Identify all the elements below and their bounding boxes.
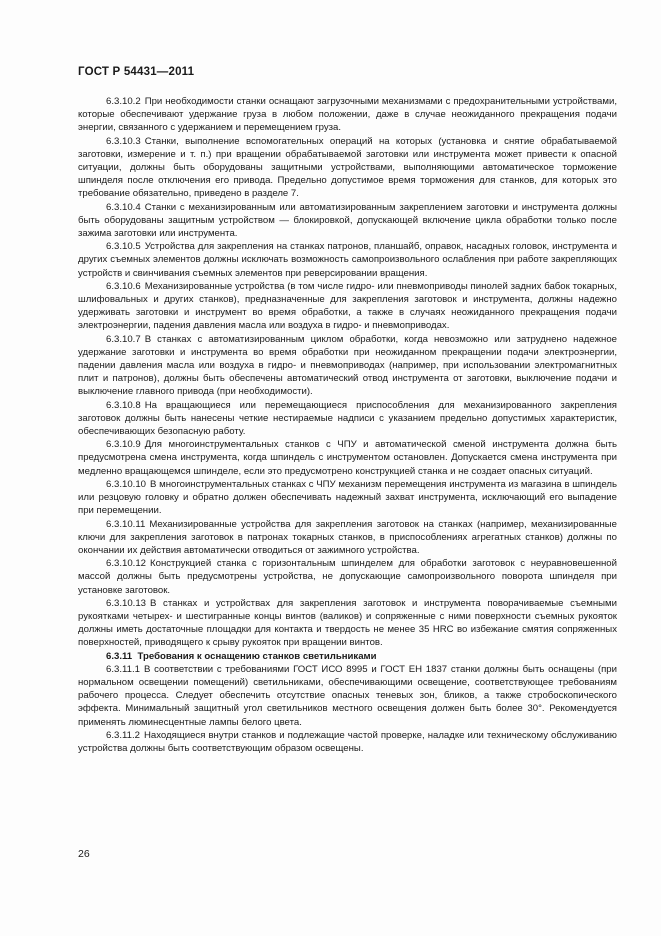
paragraph-text: Для многоинструментальных станков с ЧПУ и автоматической сменой инструмента должна быть предусмотрена смена инструмента, когда шпиндель с инструментом остановлен. Допускается смена инструмента при медленно вращающемся шпинделе, если это предусмотрено конструкцией станка и не создает опасных ситуаций. — [78, 439, 617, 477]
standard-header: ГОСТ Р 54431—2011 — [78, 66, 195, 78]
paragraph-6-3-11-2 — [78, 729, 617, 755]
section-number: 6.3.11 — [106, 650, 133, 662]
paragraph-text: Станки с механизированным или автоматизированным закреплением заготовки и инструмента должны быть оборудованы защитным устройством — блокировкой, допускающей включение цикла обработки только после зажима заготовки или инструмента. — [78, 201, 617, 240]
paragraph-6-3-10-6 — [78, 280, 617, 333]
paragraph-number: 6.3.10.11 — [106, 518, 146, 530]
paragraph-text: В многоинструментальных станках с ЧПУ механизм перемещения инструмента из магазина в шпиндель или резцовую головку и обратно должен обеспечивать надежный захват инструмента, исключающий его выпадение при перемещении. — [78, 478, 617, 517]
paragraph-number: 6.3.10.9 — [106, 439, 141, 451]
paragraph-text: В станках и устройствах для закрепления заготовок и инструмента поворачиваемые съемными рукоятками четырех- и шестигранные концы винтов (валиков) и сопряженные с ними поверхности съемных рукояток должны иметь достаточные площадки для контакта и твердость не менее 35 HRC во избежание смятия сопряженных поверхностей, приводящего к срыву рукояток при вращении винтов. — [78, 597, 617, 649]
section-title: Требования к оснащению станков светильниками — [137, 650, 377, 662]
paragraph-number: 6.3.11.1 — [106, 663, 140, 675]
paragraph-6-3-10-12 — [78, 557, 617, 597]
paragraph-number: 6.3.10.2 — [106, 96, 141, 107]
paragraph-6-3-10-5 — [78, 240, 617, 280]
paragraph-text: На вращающиеся или перемещающиеся приспособления для механизированного закрепления заготовок должны быть нанесены четкие нестираемые надписи с указанием предельно допустимых характеристик, обеспечивающих безопасную работу. — [78, 399, 617, 438]
paragraph-text: Конструкцией станка с горизонтальным шпинделем для обработки заготовок с неуравновешенной массой должны быть предусмотрены устройства, не допускающие самопроизвольного поворота шпинделя при установке заготовок. — [78, 558, 617, 596]
paragraph-number: 6.3.10.4 — [106, 201, 141, 213]
paragraph-number: 6.3.10.8 — [106, 399, 141, 411]
paragraph-6-3-10-11 — [78, 518, 617, 558]
paragraph-number: 6.3.10.13 — [106, 597, 147, 609]
paragraph-text: Устройства для закрепления на станках патронов, планшайб, оправок, насадных головок, инструмента и других съемных элементов должны исключать возможность самопроизвольного ослабления при работе закрепляющих устройств и свинчивания съемных элементов при реверсировании вращения. — [78, 241, 617, 279]
paragraph-number: 6.3.10.10 — [106, 478, 147, 490]
paragraph-number: 6.3.10.6 — [106, 280, 141, 292]
paragraph-text: Станки, выполнение вспомогательных операций на которых (установка и снятие обрабатываемой заготовки, измерение и т. п.) при вращении обрабатываемой заготовки или инструмента может привести к опасной ситуации, должны быть оборудованы защитными устройствами, выполняющими автоматическое торможение шпинделя после отключения его привода. Предельно допустимое время торможения для станков, для которых это требование обязательно, приведено в разделе 7. — [78, 135, 617, 200]
paragraph-text: Механизированные устройства (в том числе гидро- или пневмоприводы пинолей задних бабок токарных, шлифовальных и других станков), предназначенные для закрепления заготовок и инструмента, должны надежно удерживать заготовки и инструмент во время обработки, а также в случаях неожиданного прекращения подачи электроэнергии, падения давления масла или воздуха в гидро- и пневмоприводах. — [78, 280, 617, 332]
document-body — [78, 95, 617, 755]
paragraph-text: В станках с автоматизированным циклом обработки, когда невозможно или затруднено надежное удержание заготовки и инструмента во время обработки при неожиданном прекращении подачи электроэнергии, падении давления масла или воздуха в гидро- и пневмоприводах (например, при использовании электромагнитных плит и патронов), должны быть обеспечены автоматический отвод инструмента от заготовки, выключение подачи и выключение главного привода (при необходимости). — [78, 333, 617, 398]
paragraph-6-3-10-4 — [78, 201, 617, 241]
paragraph-text: Механизированные устройства для закрепления заготовок на станках (например, механизированные ключи для закрепления заготовок в патронах токарных станков, в приспособлениях агрегатных станков) должны по окончании их действия автоматически отводиться от зажимного устройства. — [78, 518, 617, 556]
paragraph-6-3-10-9 — [78, 438, 617, 478]
paragraph-6-3-10-3 — [78, 135, 617, 201]
paragraph-6-3-10-10 — [78, 478, 617, 518]
paragraph-text: При необходимости станки оснащают загрузочными механизмами с предохранительными устройствами, которые обеспечивают удержание груза в любом положении, даже в случае неожиданного прекращения подачи энергии, связанного с удержанием и перемещением груза. — [78, 96, 617, 134]
paragraph-6-3-10-8 — [78, 399, 617, 439]
paragraph-number: 6.3.10.3 — [106, 135, 141, 147]
paragraph-number: 6.3.10.5 — [106, 241, 141, 253]
paragraph-6-3-10-2 — [78, 95, 617, 135]
paragraph-text: В соответствии с требованиями ГОСТ ИСО 8995 и ГОСТ ЕН 1837 станки должны быть оснащены (при нормальном освещении помещений) светильниками, обеспечивающими освещение, соответствующее требованиям рабочего процесса. Следует обеспечить отсутствие опасных теневых зон, бликов, а также стробоскопического эффекта. Минимальный защитный угол светильников местного освещения должен быть более 30°. Рекомендуется применять люминесцентные лампы белого цвета. — [78, 663, 617, 728]
page-number: 26 — [78, 848, 90, 860]
paragraph-6-3-11-1 — [78, 663, 617, 729]
paragraph-number: 6.3.10.7 — [106, 333, 141, 345]
section-heading-6-3-11 — [78, 650, 617, 663]
paragraph-text: Находящиеся внутри станков и подлежащие частой проверке, наладке или техническому обслуживанию устройства должны быть соответствующим образом освещены. — [78, 729, 617, 754]
paragraph-6-3-10-7 — [78, 333, 617, 399]
paragraph-6-3-10-13 — [78, 597, 617, 650]
paragraph-number: 6.3.10.12 — [106, 558, 147, 570]
paragraph-number: 6.3.11.2 — [106, 729, 140, 741]
